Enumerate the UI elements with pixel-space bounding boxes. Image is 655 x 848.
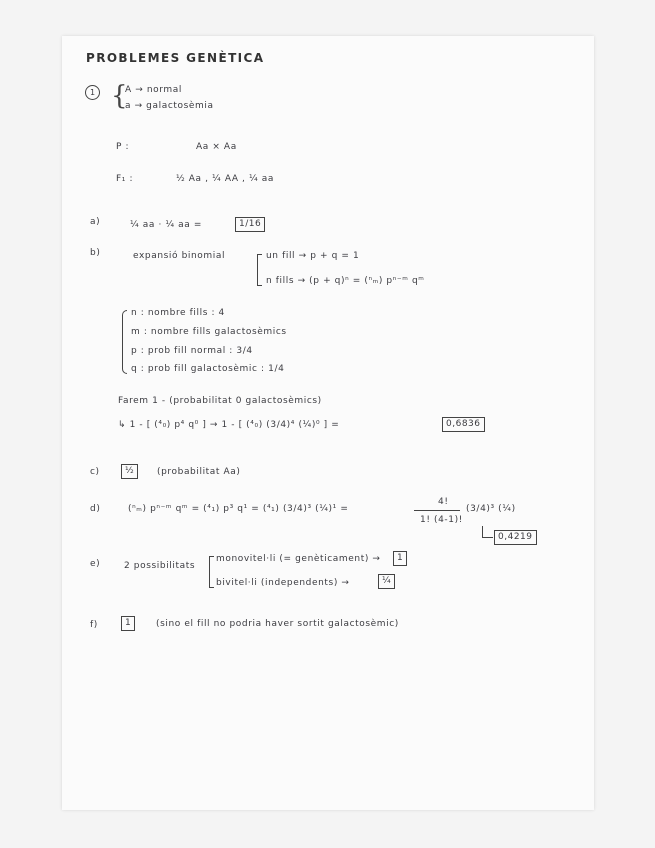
part-b-line2: n fills → (p + q)ⁿ = (ⁿₘ) pⁿ⁻ᵐ qᵐ — [266, 276, 425, 286]
part-e-label: e) — [90, 559, 101, 569]
part-b-farem: Farem 1 - (probabilitat 0 galactosèmics) — [118, 396, 322, 406]
allele-dominant: A → normal — [125, 85, 182, 95]
part-d-tail: (3/4)³ (¼) — [466, 504, 516, 514]
part-d-arrow-hook — [482, 526, 493, 538]
parents-label: P : — [116, 142, 130, 152]
part-d-fraction-numerator: 4! — [438, 497, 449, 507]
part-e-answer1: 1 — [393, 551, 407, 566]
part-b-line1: un fill → p + q = 1 — [266, 251, 360, 261]
definition-q: q : prob fill galactosèmic : 1/4 — [131, 364, 285, 374]
part-e-bracket — [209, 556, 214, 588]
part-d-answer: 0,4219 — [494, 530, 537, 545]
f1-label: F₁ : — [116, 174, 134, 184]
alleles-brace: { — [111, 81, 128, 111]
part-a-expression: ¼ aa · ¼ aa = — [130, 220, 203, 230]
part-f-text: (sino el fill no podria haver sortit galactosèmic) — [156, 619, 399, 629]
part-f-label: f) — [90, 620, 98, 630]
parents-cross: Aa × Aa — [196, 142, 237, 152]
definition-m: m : nombre fills galactosèmics — [131, 327, 287, 337]
part-e-text: 2 possibilitats — [124, 561, 196, 571]
part-f-answer: 1 — [121, 616, 135, 631]
definitions-brace — [122, 310, 127, 374]
part-b-calc: ↳ 1 - [ (⁴₀) p⁴ q⁰ ] → 1 - [ (⁴₀) (3/4)⁴ (¼)⁰ ] = — [118, 420, 340, 430]
part-e-option2: bivitel·li (independents) → — [216, 578, 350, 588]
part-c-answer: ½ — [121, 464, 138, 479]
part-b-bracket — [257, 254, 262, 286]
part-a-answer: 1/16 — [235, 217, 265, 232]
problem-number: 1 — [85, 85, 100, 100]
part-a-label: a) — [90, 217, 101, 227]
part-b-label: b) — [90, 248, 101, 258]
part-d-fraction-bar — [414, 510, 460, 511]
allele-recessive: a → galactosèmia — [125, 101, 214, 111]
f1-value: ½ Aa , ¼ AA , ¼ aa — [176, 174, 274, 184]
part-b-answer: 0,6836 — [442, 417, 485, 432]
part-b-text: expansió binomial — [133, 251, 226, 261]
part-d-fraction-denominator: 1! (4-1)! — [420, 515, 463, 525]
part-e-answer2: ¼ — [378, 574, 395, 589]
page-title: PROBLEMES GENÈTICA — [86, 51, 265, 65]
definition-n: n : nombre fills : 4 — [131, 308, 225, 318]
part-c-text: (probabilitat Aa) — [157, 467, 241, 477]
part-c-label: c) — [90, 467, 100, 477]
part-d-formula: (ⁿₘ) pⁿ⁻ᵐ qᵐ = (⁴₁) p³ q¹ = (⁴₁) (3/4)³ (¼)¹ = — [128, 504, 349, 514]
part-d-label: d) — [90, 504, 101, 514]
definition-p: p : prob fill normal : 3/4 — [131, 346, 253, 356]
part-e-option1: monovitel·li (= genèticament) → — [216, 554, 381, 564]
